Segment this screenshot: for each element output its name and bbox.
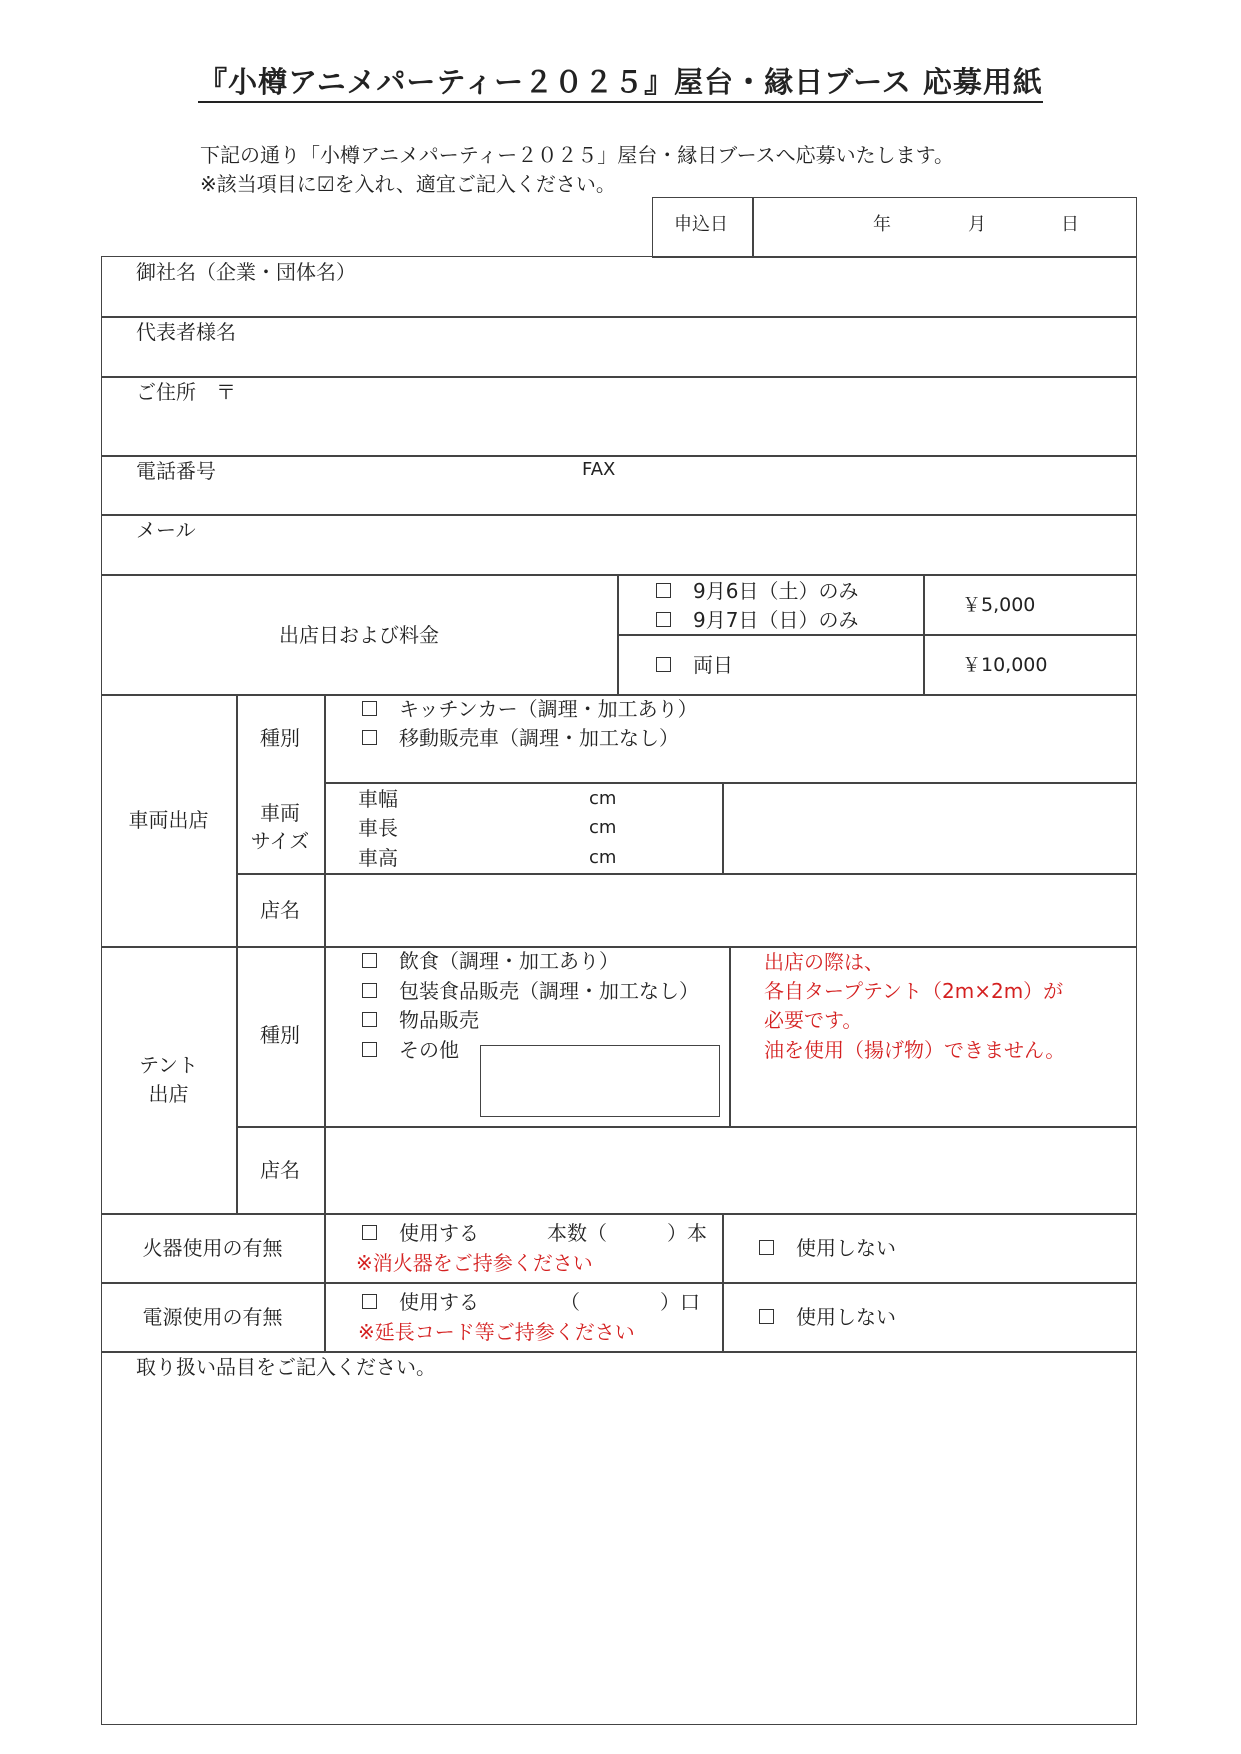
tent-note-1: 出店の際は、 xyxy=(764,950,884,974)
application-date-label: 申込日 xyxy=(674,214,728,235)
checkbox-icon[interactable] xyxy=(362,730,377,745)
checkbox-icon[interactable] xyxy=(362,1012,377,1027)
width-unit: cm xyxy=(589,788,617,809)
day-label: 日 xyxy=(1061,214,1079,235)
vehicle-shop-name-label: 店名 xyxy=(260,898,300,922)
other-option[interactable]: その他 xyxy=(362,1040,459,1060)
power-note: ※延長コード等ご持参ください xyxy=(358,1320,635,1344)
vehicle-section-label: 車両出店 xyxy=(128,808,209,832)
year-label: 年 xyxy=(873,214,891,235)
tent-note-3: 必要です。 xyxy=(764,1008,863,1032)
vehicle-height-label: 車高 xyxy=(358,846,398,870)
checkbox-icon[interactable] xyxy=(759,1240,774,1255)
single-day-fee: ￥5,000 xyxy=(962,594,1036,616)
fax-label: FAX xyxy=(582,459,616,480)
phone-label: 電話番号 xyxy=(136,459,216,483)
tent-section-label: テント xyxy=(139,1053,198,1077)
intro-text: 下記の通り「小樽アニメパーティー２０２５」屋台・縁日ブースへ応募いたします。 xyxy=(200,143,954,167)
mobile-sales-option[interactable]: 移動販売車（調理・加工なし） xyxy=(362,728,679,748)
items-input-area[interactable] xyxy=(103,1390,1133,1720)
tent-type-label: 種別 xyxy=(260,1023,300,1047)
both-days-option[interactable]: 両日 xyxy=(656,655,733,675)
vehicle-length-label: 車長 xyxy=(358,816,398,840)
checkbox-icon[interactable] xyxy=(362,701,377,716)
month-label: 月 xyxy=(968,214,986,235)
tent-section-label-2: 出店 xyxy=(148,1082,189,1106)
fire-use-option[interactable]: 使用する xyxy=(362,1223,479,1243)
height-unit: cm xyxy=(589,847,617,868)
kitchen-car-option[interactable]: キッチンカー（調理・加工あり） xyxy=(362,699,698,719)
other-input-box[interactable] xyxy=(480,1045,720,1117)
fire-not-use-option[interactable]: 使用しない xyxy=(759,1238,896,1258)
checkbox-icon[interactable] xyxy=(656,612,671,627)
vehicle-width-label: 車幅 xyxy=(358,787,398,811)
checkbox-icon[interactable] xyxy=(362,1294,377,1309)
fire-note: ※消火器をご持参ください xyxy=(356,1251,593,1275)
tent-note-4: 油を使用（揚げ物）できません。 xyxy=(764,1038,1066,1062)
checkbox-icon[interactable] xyxy=(362,983,377,998)
email-label: メール xyxy=(136,518,196,542)
address-label: ご住所 〒 xyxy=(136,380,236,404)
checkbox-icon[interactable] xyxy=(362,1042,377,1057)
food-option[interactable]: 飲食（調理・加工あり） xyxy=(362,951,619,971)
representative-label: 代表者様名 xyxy=(136,320,236,344)
checkbox-icon[interactable] xyxy=(362,1225,377,1240)
checkbox-icon[interactable] xyxy=(656,657,671,672)
vehicle-size-label: 車両 xyxy=(260,801,300,825)
day1-option[interactable]: 9月6日（土）のみ xyxy=(656,581,858,601)
schedule-label: 出店日および料金 xyxy=(279,623,439,647)
power-usage-label: 電源使用の有無 xyxy=(142,1305,283,1329)
checkbox-icon[interactable] xyxy=(362,953,377,968)
goods-sales-option[interactable]: 物品販売 xyxy=(362,1010,479,1030)
vehicle-type-label: 種別 xyxy=(260,726,300,750)
instruction-text: ※該当項目に☑を入れ、適宜ご記入ください。 xyxy=(200,172,616,196)
power-outlet-count-field[interactable]: （ ）口 xyxy=(560,1290,700,1314)
tent-note-2: 各自タープテント（2m×2m）が xyxy=(764,979,1064,1003)
fire-usage-label: 火器使用の有無 xyxy=(142,1236,283,1260)
vehicle-size-label-2: サイズ xyxy=(250,829,310,853)
packaged-food-option[interactable]: 包装食品販売（調理・加工なし） xyxy=(362,981,699,1001)
checkbox-icon[interactable] xyxy=(656,583,671,598)
items-label: 取り扱い品目をご記入ください。 xyxy=(136,1355,436,1379)
both-days-fee: ￥10,000 xyxy=(962,654,1048,676)
fire-count-field[interactable]: 本数（ ）本 xyxy=(547,1221,707,1245)
length-unit: cm xyxy=(589,817,617,838)
company-label: 御社名（企業・団体名） xyxy=(136,260,356,284)
power-use-option[interactable]: 使用する xyxy=(362,1292,479,1312)
tent-shop-name-label: 店名 xyxy=(260,1158,300,1182)
form-title: 『小樽アニメパーティー２０２５』屋台・縁日ブース 応募用紙 xyxy=(0,60,1241,101)
checkbox-icon[interactable] xyxy=(759,1309,774,1324)
day2-option[interactable]: 9月7日（日）のみ xyxy=(656,610,858,630)
power-not-use-option[interactable]: 使用しない xyxy=(759,1307,896,1327)
